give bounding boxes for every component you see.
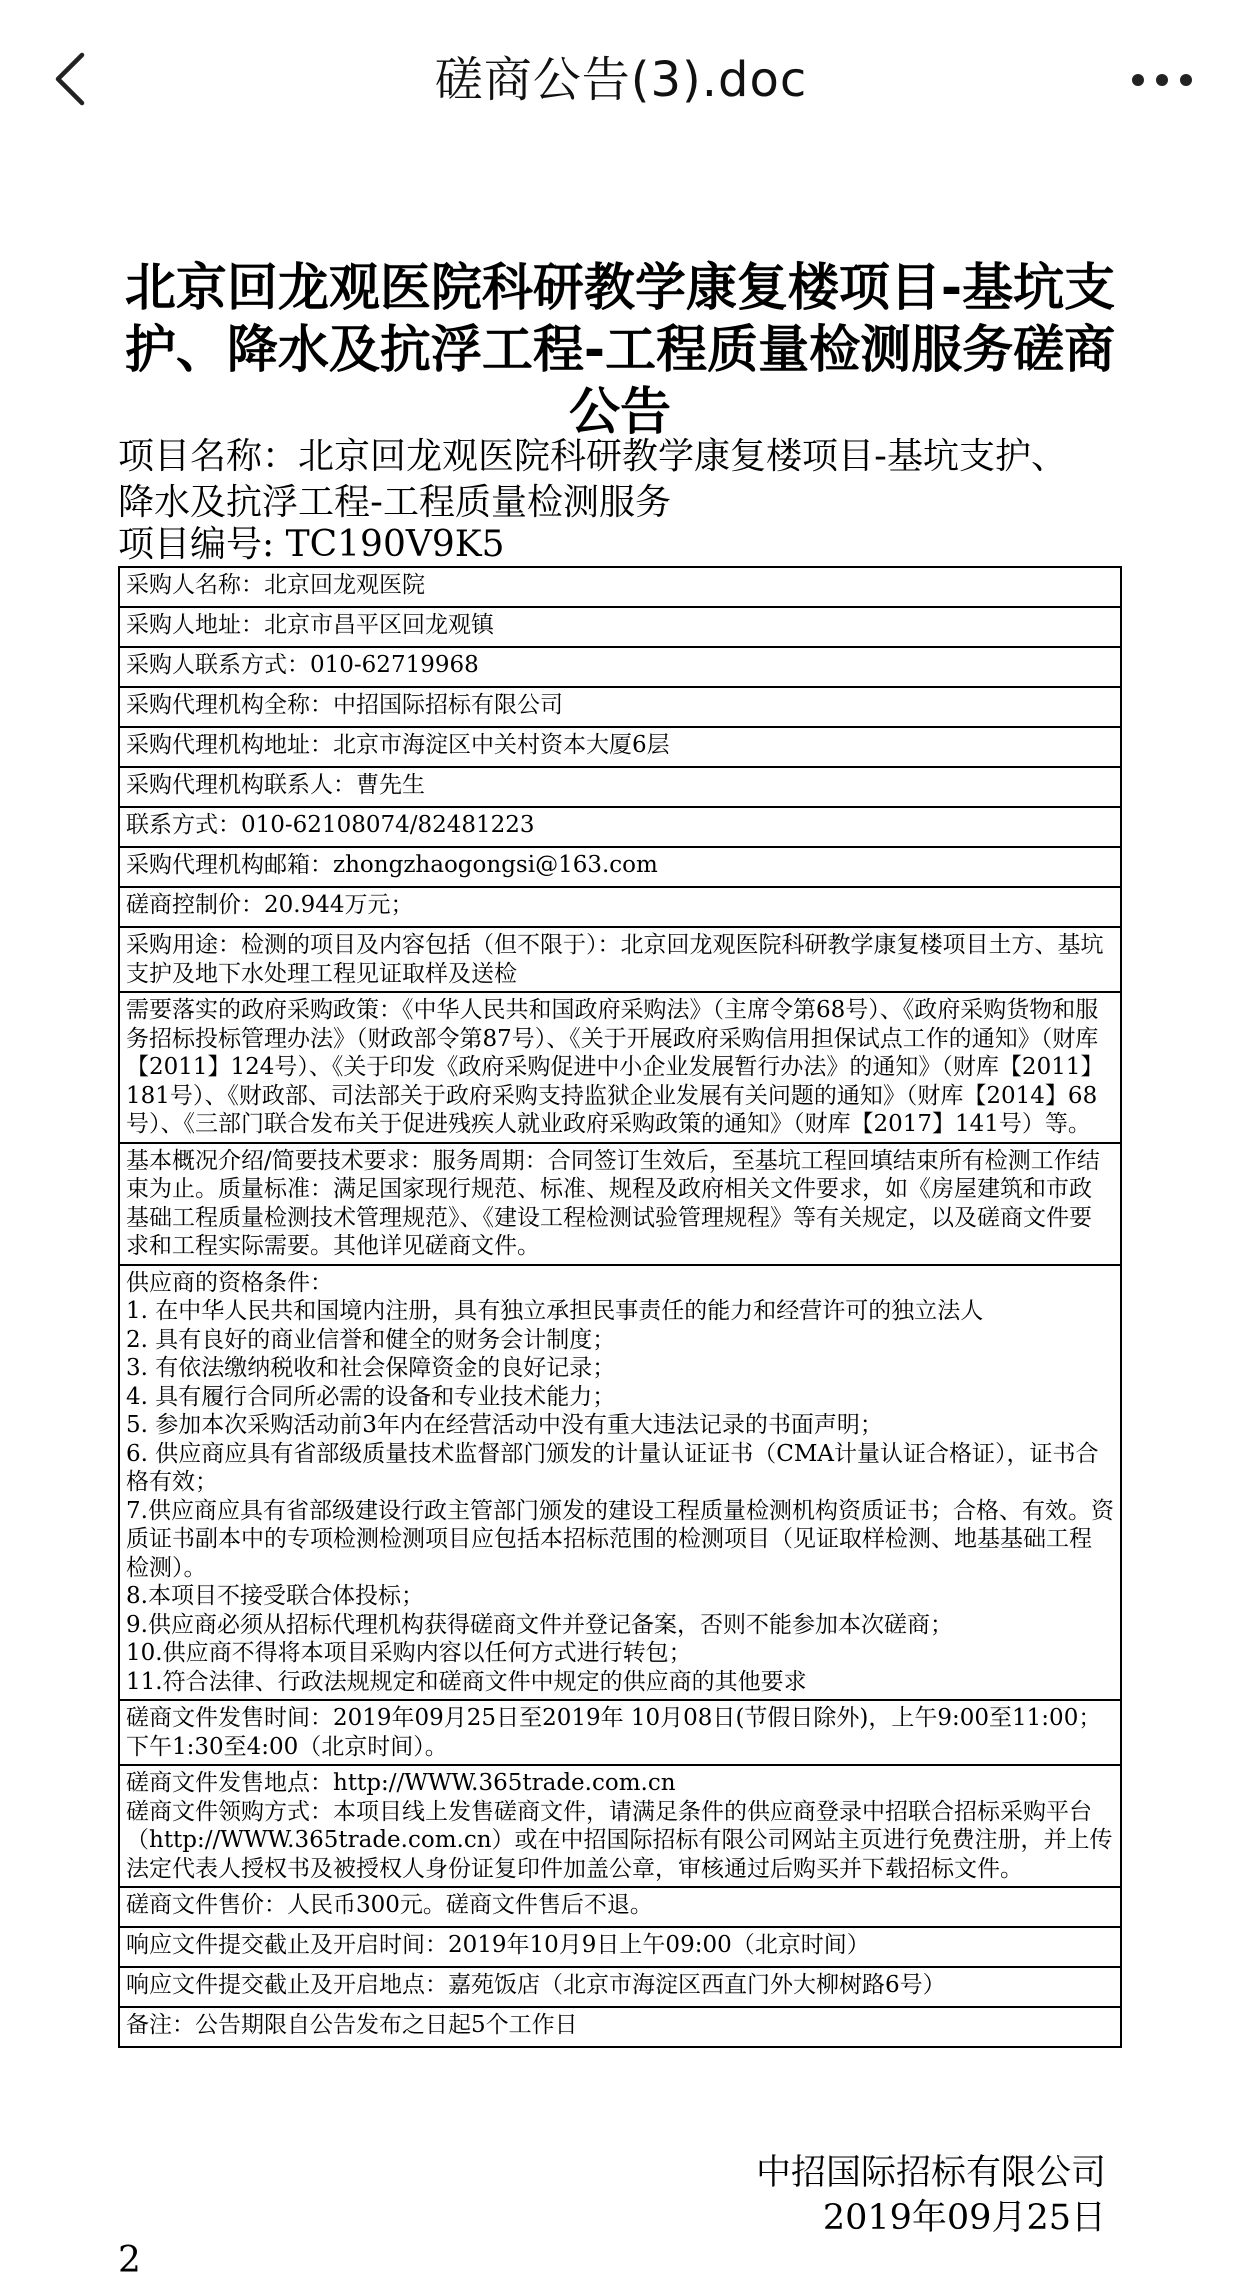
purchaser-name-cell: 采购人名称：北京回龙观医院 <box>119 567 1121 607</box>
table-row <box>119 567 1121 607</box>
table-row <box>119 927 1121 992</box>
document-title-line: 护、降水及抗浮工程-工程质量检测服务磋商 <box>124 321 1116 380</box>
purchaser-address-cell: 采购人地址：北京市昌平区回龙观镇 <box>119 607 1121 647</box>
project-code: 项目编号: TC190V9K5 <box>118 524 505 565</box>
sale-time-cell: 磋商文件发售时间：2019年09月25日至2019年 10月08日(节假日除外)，上午9:00至11:00；下午1:30至4:00（北京时间）。 <box>119 1700 1121 1765</box>
qualification-item: 3. 有依法缴纳税收和社会保障资金的良好记录； <box>126 1355 616 1381</box>
qualification-item: 10.供应商不得将本项目采购内容以任何方式进行转包； <box>126 1640 692 1666</box>
qualification-item: 9.供应商必须从招标代理机构获得磋商文件并登记备案，否则不能参加本次磋商； <box>126 1611 953 1638</box>
page-number: 2 <box>118 2240 141 2281</box>
sale-location-cell <box>119 1765 1121 1887</box>
document-title <box>118 258 1122 444</box>
agency-name-cell: 采购代理机构全称：中招国际招标有限公司 <box>119 687 1121 727</box>
agency-address-cell: 采购代理机构地址：北京市海淀区中关村资本大厦6层 <box>119 727 1121 767</box>
agency-email-cell: 采购代理机构邮箱：zhongzhaogongsi@163.com <box>119 847 1121 887</box>
table-row <box>119 1143 1121 1265</box>
tech-requirements-cell: 基本概况介绍/简要技术要求：服务周期：合同签订生效后，至基坑工程回填结束所有检测工作结束为止。质量标准：满足国家现行规范、标准、规程及政府相关文件要求，如《房屋建筑和市政基础工程质量检测技术管理规范》、《建设工程检测试验管理规程》等有关规定，以及磋商文件要求和工程实际需要。其他详见磋商文件。 <box>119 1143 1121 1265</box>
announcement-table <box>118 566 1122 2048</box>
qualifications-cell <box>119 1265 1121 1701</box>
project-name <box>118 434 1067 526</box>
table-row <box>119 1967 1121 2007</box>
purpose-cell: 采购用途：检测的项目及内容包括（但不限于）：北京回龙观医院科研教学康复楼项目土方、基坑支护及地下水处理工程见证取样及送检 <box>119 927 1121 992</box>
table-row <box>119 1265 1121 1701</box>
document-tab-title: 磋商公告(3).doc <box>434 51 808 108</box>
table-row <box>119 1887 1121 1927</box>
qualification-item: 7.供应商应具有省部级建设行政主管部门颁发的建设工程质量检测机构资质证书；合格、有效。资质证书副本中的专项检测检测项目应包括本招标范围的检测项目（见证取样检测、地基基础工程检测）。 <box>126 1497 1114 1581</box>
remark-cell: 备注：公告期限自公告发布之日起5个工作日 <box>119 2007 1121 2047</box>
table-row <box>119 727 1121 767</box>
qualification-item: 6. 供应商应具有省部级质量技术监督部门颁发的计量认证证书（CMA计量认证合格证），证书合格有效； <box>126 1440 1099 1495</box>
signature-company: 中招国际招标有限公司 <box>755 2153 1106 2193</box>
qualification-item: 8.本项目不接受联合体投标； <box>126 1583 424 1609</box>
purchaser-contact-cell: 采购人联系方式：010-62719968 <box>119 647 1121 687</box>
document-title-line: 公告 <box>568 383 671 442</box>
purchase-method-line: 磋商文件领购方式：本项目线上发售磋商文件，请满足条件的供应商登录中招联合招标采购平台（http://WWW.365trade.com.cn）或在中招国际招标有限公司网站主页进行免费注册，并上传法定代表人授权书及被授权人身份证复印件加盖公章，审核通过后购买并下载招标文件。 <box>126 1798 1113 1882</box>
table-row <box>119 847 1121 887</box>
table-row <box>119 2007 1121 2047</box>
sale-location-line: 磋商文件发售地点：http://WWW.365trade.com.cn <box>126 1770 676 1796</box>
document-title-line: 北京回龙观医院科研教学康复楼项目-基坑支 <box>124 259 1116 318</box>
control-price-cell: 磋商控制价：20.944万元； <box>119 887 1121 927</box>
signature-date: 2019年09月25日 <box>822 2198 1106 2238</box>
deadline-time-cell: 响应文件提交截止及开启时间：2019年10月9日上午09:00（北京时间） <box>119 1927 1121 1967</box>
table-row <box>119 1700 1121 1765</box>
table-row <box>119 1927 1121 1967</box>
table-row <box>119 887 1121 927</box>
qualification-item: 1. 在中华人民共和国境内注册，具有独立承担民事责任的能力和经营许可的独立法人 <box>126 1298 984 1324</box>
table-row <box>119 607 1121 647</box>
qualification-item: 11.符合法律、行政法规规定和磋商文件中规定的供应商的其他要求 <box>126 1668 807 1695</box>
project-name-line: 降水及抗浮工程-工程质量检测服务 <box>118 482 671 523</box>
more-horizontal-icon <box>1131 73 1193 87</box>
contact-phone-cell: 联系方式：010-62108074/82481223 <box>119 807 1121 847</box>
chevron-left-icon <box>52 51 88 107</box>
table-row <box>119 647 1121 687</box>
table-row <box>119 1765 1121 1887</box>
document-price-cell: 磋商文件售价：人民币300元。磋商文件售后不退。 <box>119 1887 1121 1927</box>
table-row <box>119 992 1121 1143</box>
table-row <box>119 687 1121 727</box>
table-row <box>119 807 1121 847</box>
qualifications-heading: 供应商的资格条件： <box>126 1269 333 1296</box>
table-row <box>119 767 1121 807</box>
policy-cell: 需要落实的政府采购政策：《中华人民共和国政府采购法》（主席令第68号）、《政府采购货物和服务招标投标管理办法》（财政部令第87号）、《关于开展政府采购信用担保试点工作的通知》（财库【2011】124号）、《关于印发《政府采购促进中小企业发展暂行办法》的通知》（财库【2011】181号）、《财政部、司法部关于政府采购支持监狱企业发展有关问题的通知》（财库【2014】68号）、《三部门联合发布关于促进残疾人就业政府采购政策的通知》（财库【2017】141号）等。 <box>119 992 1121 1143</box>
back-button[interactable] <box>40 44 100 114</box>
qualification-item: 4. 具有履行合同所必需的设备和专业技术能力； <box>126 1383 616 1410</box>
deadline-location-cell: 响应文件提交截止及开启地点：嘉苑饭店（北京市海淀区西直门外大柳树路6号） <box>119 1967 1121 2007</box>
qualification-item: 5. 参加本次采购活动前3年内在经营活动中没有重大违法记录的书面声明； <box>126 1412 883 1438</box>
top-bar <box>0 0 1242 150</box>
agency-contact-person-cell: 采购代理机构联系人：曹先生 <box>119 767 1121 807</box>
more-button[interactable] <box>1122 50 1202 110</box>
project-name-line: 项目名称：北京回龙观医院科研教学康复楼项目-基坑支护、 <box>118 436 1067 477</box>
qualification-item: 2. 具有良好的商业信誉和健全的财务会计制度； <box>126 1326 616 1353</box>
